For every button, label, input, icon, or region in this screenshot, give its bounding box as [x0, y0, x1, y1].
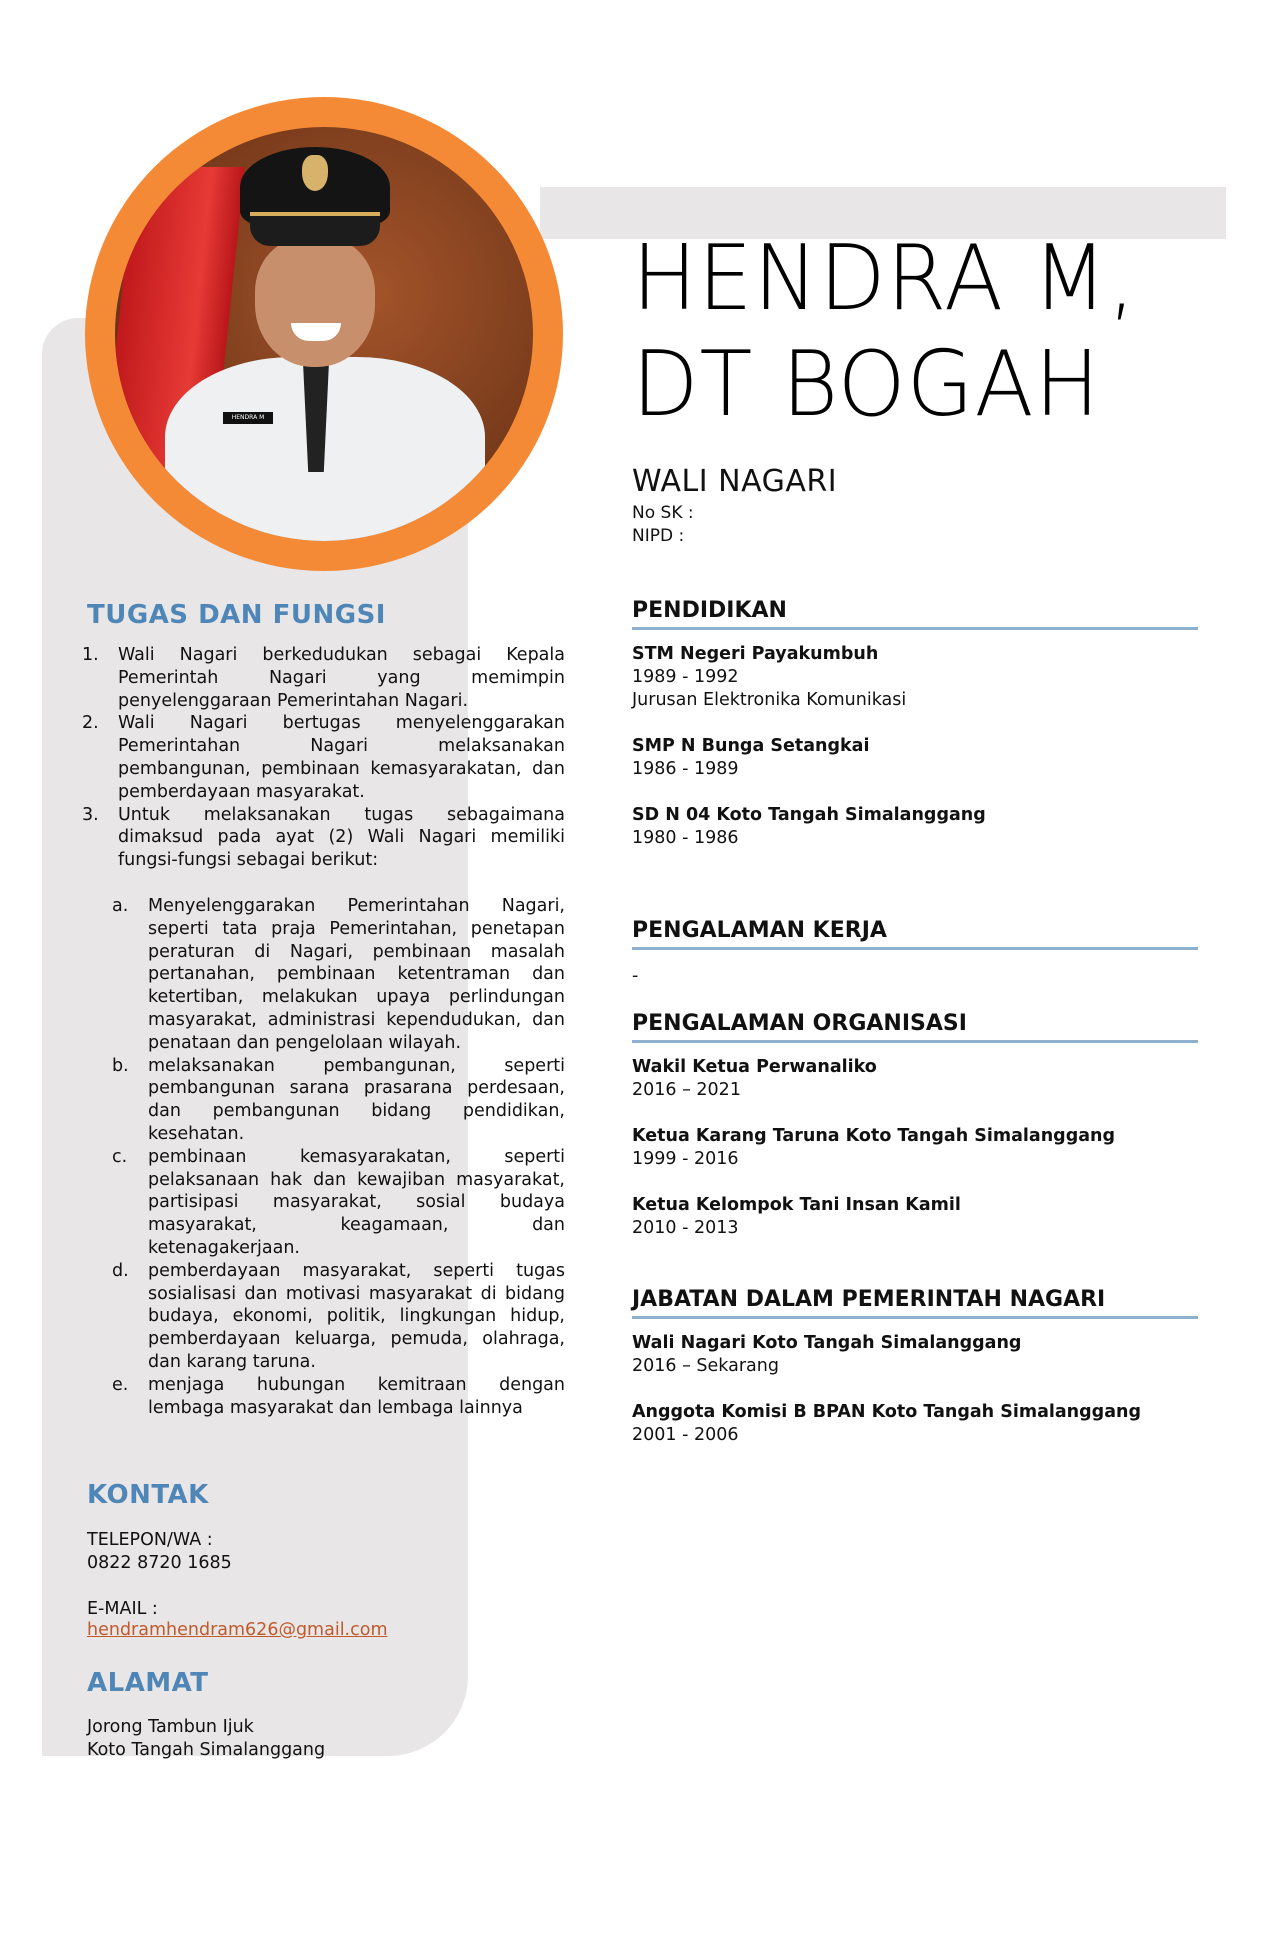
person-name-line1: HENDRA M,	[632, 226, 1137, 331]
face-graphic	[255, 237, 375, 367]
entry-title: SD N 04 Koto Tangah Simalanggang	[632, 805, 986, 825]
cap-band-graphic	[250, 212, 380, 246]
tugas-item	[80, 804, 565, 872]
entry-years: 2016 – Sekarang	[632, 1356, 779, 1376]
address-line1: Jorong Tambun Ijuk	[87, 1717, 254, 1737]
entry-years: 1989 - 1992	[632, 667, 739, 687]
list-text: Wali Nagari bertugas menyelenggarakan Pemerintahan Nagari melaksanakan pembangunan, pembinaan kemasyarakatan, dan pemberdayaan masyarakat.	[118, 713, 565, 802]
garuda-badge-icon	[302, 155, 328, 191]
tugas-item	[80, 644, 565, 712]
list-text: menjaga hubungan kemitraan dengan lembaga masyarakat dan lembaga lainnya	[148, 1374, 565, 1418]
entry-detail: Jurusan Elektronika Komunikasi	[632, 690, 907, 710]
email-link[interactable]: hendramhendram626@gmail.com	[87, 1620, 388, 1640]
phone-label: TELEPON/WA :	[87, 1530, 213, 1550]
address-line2: Koto Tangah Simalanggang	[87, 1740, 326, 1760]
kontak-heading: KONTAK	[87, 1480, 209, 1510]
list-number: 2.	[82, 713, 99, 734]
entry-years: 2016 – 2021	[632, 1080, 741, 1100]
pendidikan-heading: PENDIDIKAN	[632, 598, 1198, 630]
fungsi-item	[110, 895, 565, 1055]
list-letter: a.	[112, 895, 129, 916]
list-text: Menyelenggarakan Pemerintahan Nagari, seperti tata praja Pemerintahan, penetapan peraturan di Nagari, pembinaan masalah pertanahan, pembinaan ketentraman dan ketertiban, melakukan upaya perlindungan masyarakat, administrasi kependudukan, dan penataan dan pengelolaan wilayah.	[148, 895, 565, 1053]
jabatan-heading: JABATAN DALAM PEMERINTAH NAGARI	[632, 1287, 1198, 1319]
entry-title: Wali Nagari Koto Tangah Simalanggang	[632, 1333, 1022, 1353]
tugas-list	[80, 644, 565, 1419]
photo-nametag: HENDRA M	[223, 412, 273, 424]
organisation-entry	[632, 1056, 877, 1102]
person-name-line2: DT BOGAH	[632, 332, 1101, 437]
list-text: Untuk melaksanakan tugas sebagaimana dimaksud pada ayat (2) Wali Nagari memiliki fungsi-fungsi sebagai berikut:	[118, 804, 565, 871]
entry-title: Wakil Ketua Perwanaliko	[632, 1057, 877, 1077]
jabatan-entry	[632, 1332, 1021, 1378]
tugas-heading: TUGAS DAN FUNGSI	[87, 600, 386, 630]
list-letter: d.	[112, 1260, 129, 1281]
list-letter: c.	[112, 1146, 128, 1167]
entry-title: Ketua Karang Taruna Koto Tangah Simalanggang	[632, 1126, 1116, 1146]
education-entry	[632, 804, 986, 850]
entry-title: STM Negeri Payakumbuh	[632, 644, 879, 664]
list-text: pemberdayaan masyarakat, seperti tugas sosialisasi dan motivasi masyarakat di bidang budaya, ekonomi, politik, lingkungan hidup, pemberdayaan keluarga, pemuda, olahraga, dan karang taruna.	[148, 1260, 565, 1372]
person-name	[632, 226, 1136, 438]
list-text: pembinaan kemasyarakatan, seperti pelaksanaan hak dan kewajiban masyarakat, partisipasi masyarakat, sosial budaya masyarakat, keagamaan, dan ketenagakerjaan.	[148, 1146, 565, 1258]
list-text: Wali Nagari berkedudukan sebagai Kepala Pemerintah Nagari yang memimpin penyelenggaraan Pemerintahan Nagari.	[118, 645, 565, 711]
fungsi-item	[110, 1374, 565, 1420]
alamat-heading: ALAMAT	[87, 1668, 209, 1698]
entry-years: 2010 - 2013	[632, 1218, 739, 1238]
fungsi-item	[110, 1055, 565, 1146]
list-number: 1.	[82, 645, 99, 665]
profile-photo	[115, 127, 533, 541]
phone-value: 0822 8720 1685	[87, 1553, 232, 1573]
list-text: melaksanakan pembangunan, seperti pembangunan sarana prasarana perdesaan, dan pembangunan bidang pendidikan, kesehatan.	[148, 1055, 565, 1144]
education-entry	[632, 643, 906, 712]
entry-title: Ketua Kelompok Tani Insan Kamil	[632, 1195, 961, 1215]
education-entry	[632, 735, 869, 781]
list-letter: e.	[112, 1374, 129, 1395]
list-letter: b.	[112, 1055, 129, 1076]
fungsi-item	[110, 1260, 565, 1374]
kerja-heading: PENGALAMAN KERJA	[632, 918, 1198, 950]
entry-years: 1980 - 1986	[632, 828, 739, 848]
kerja-value: -	[632, 966, 639, 986]
entry-title: SMP N Bunga Setangkai	[632, 736, 870, 756]
list-number: 3.	[82, 804, 99, 825]
entry-years: 1986 - 1989	[632, 759, 739, 779]
position-title: WALI NAGARI	[632, 464, 838, 499]
organisation-entry	[632, 1125, 1115, 1171]
nipd-label: NIPD :	[632, 526, 685, 546]
entry-years: 2001 - 2006	[632, 1425, 739, 1445]
no-sk-label: No SK :	[632, 503, 694, 523]
jabatan-entry	[632, 1401, 1141, 1447]
entry-title: Anggota Komisi B BPAN Koto Tangah Simalanggang	[632, 1402, 1141, 1422]
organisation-entry	[632, 1194, 961, 1240]
tugas-item	[80, 712, 565, 803]
email-label: E-MAIL :	[87, 1599, 158, 1619]
entry-years: 1999 - 2016	[632, 1149, 739, 1169]
fungsi-item	[110, 1146, 565, 1260]
organisasi-heading: PENGALAMAN ORGANISASI	[632, 1011, 1198, 1043]
